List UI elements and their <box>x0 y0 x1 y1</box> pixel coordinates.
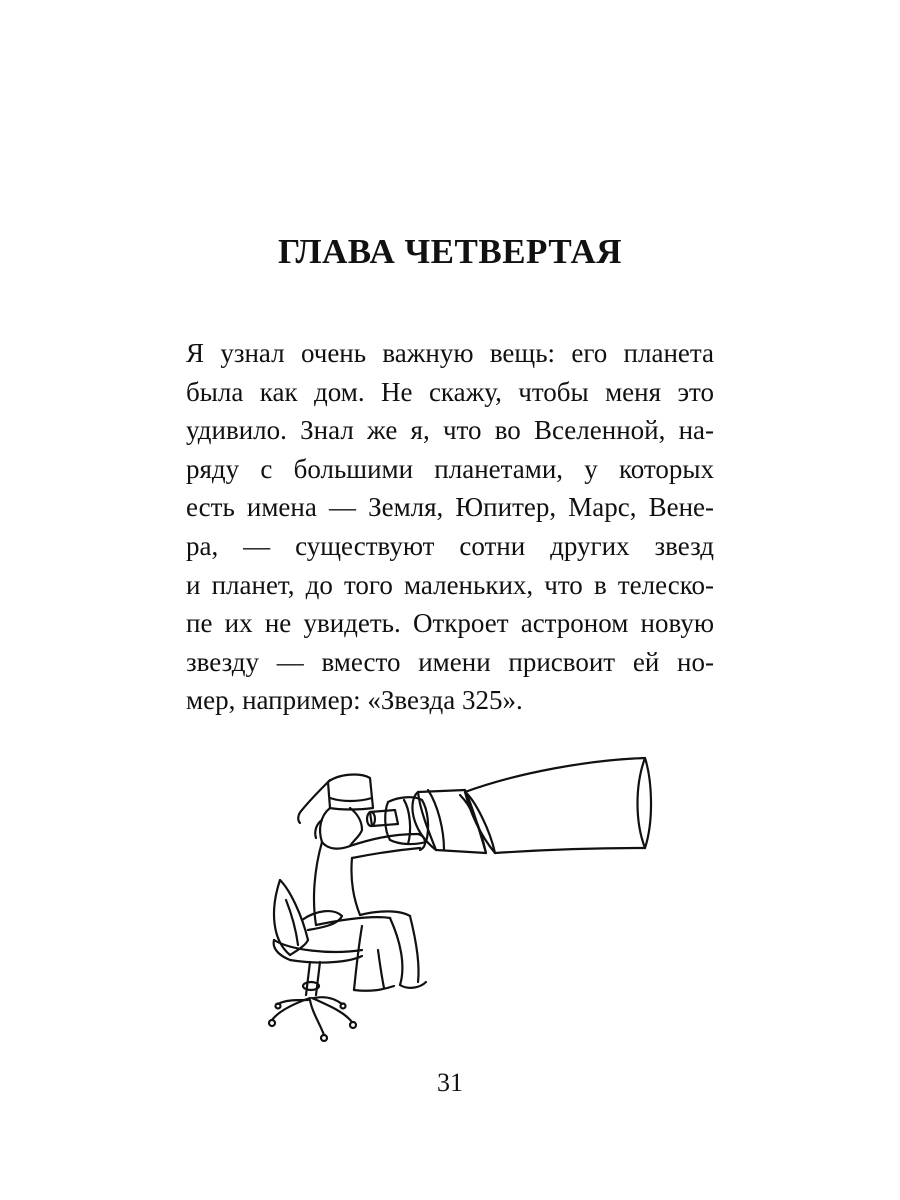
text-line: ряду с большими планетами, у которых <box>186 453 714 484</box>
telescope-drawing <box>367 758 651 853</box>
text-line: была как дом. Не скажу, чтобы меня это <box>186 376 714 407</box>
text-line: удивило. Знал же я, что во Вселенной, на- <box>186 415 714 446</box>
text-line: пе их не увидеть. Откроет астроном новую <box>186 608 714 639</box>
page-number: 31 <box>437 1068 463 1097</box>
text-line: ра, — существуют сотни других звезд <box>186 530 714 561</box>
text-line: мер, например: «Звезда 325». <box>186 685 523 716</box>
astronomer-figure <box>269 775 426 1041</box>
text-line: Я узнал очень важную вещь: его планета <box>186 338 714 368</box>
text-line: и планет, до того маленьких, что в телеско- <box>186 569 714 600</box>
chapter-title: ГЛАВА ЧЕТВЕРТАЯ <box>277 232 623 271</box>
text-line: звезду — вместо имени присвоит ей но- <box>186 646 714 677</box>
text-line: есть имена — Земля, Юпитер, Марс, Вене- <box>186 492 714 523</box>
body-paragraph <box>186 334 714 720</box>
astronomer-illustration <box>250 750 670 1050</box>
